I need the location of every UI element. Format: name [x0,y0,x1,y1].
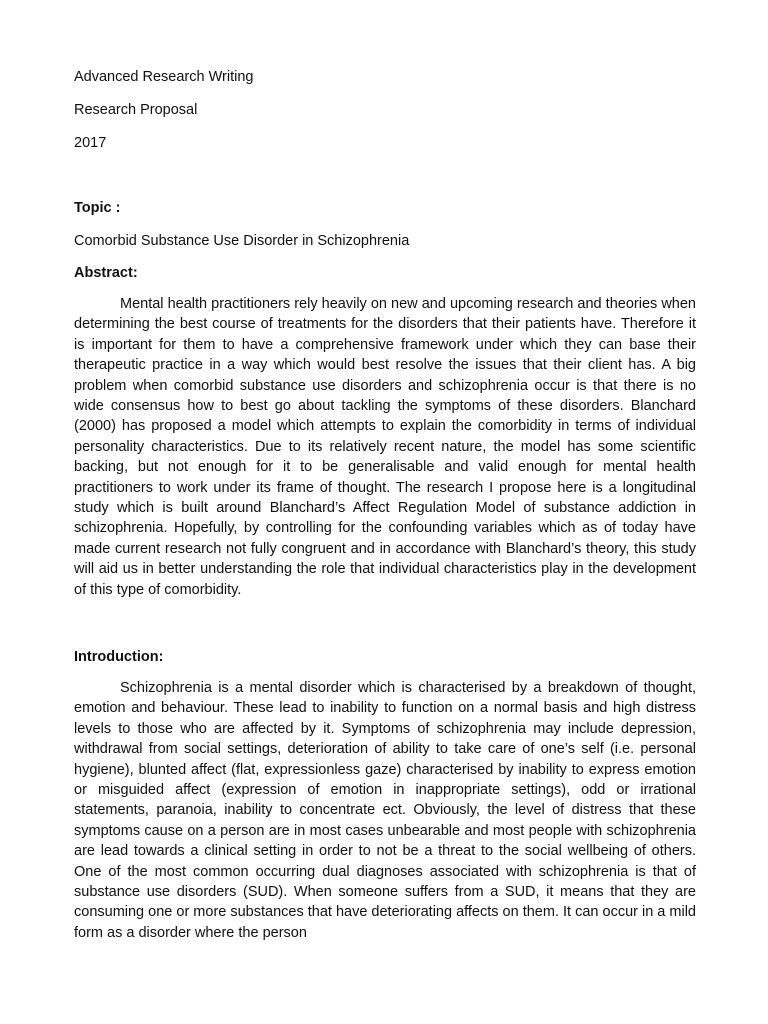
course-title: Advanced Research Writing [74,69,254,85]
document-type: Research Proposal [74,102,198,118]
introduction-heading: Introduction: [74,649,164,665]
topic-heading: Topic : [74,200,121,216]
abstract-heading: Abstract: [74,265,138,281]
introduction-paragraph: Schizophrenia is a mental disorder which is characterised by a breakdown of thought, emotion and behaviour. These lead to inability to function on a normal basis and high distress levels to those who are affected by it. Symptoms of schizophrenia may include depression, withdrawal from social settings, deterioration of ability to take care of one’s self (i.e. personal hygiene), blunted affect (flat, expressionless gaze) characterised by inability to express emotion or misguided affect (expression of emotion in inappropriate settings), odd or irrational statements, paranoia, inability to concentrate ect. Obviously, the level of distress that these symptoms cause on a person are in most cases unbearable and most people with schizophrenia are lead towards a clinical setting in order to not be a threat to the social wellbeing of others. One of the most common occurring dual diagnoses associated with schizophrenia is that of substance use disorders (SUD). When someone suffers from a SUD, it means that they are consuming one or more substances that have deteriorating affects on them. It can occur in a mild form as a disorder where the person [74,680,696,941]
topic-title: Comorbid Substance Use Disorder in Schizophrenia [74,233,410,249]
document-year: 2017 [74,135,107,151]
abstract-paragraph: Mental health practitioners rely heavily on new and upcoming research and theories when determining the best course of treatments for the disorders that their patients have. Therefore it is important for them to have a comprehensive framework under which they can base their therapeutic practice in a way which would best resolve the issues that their client has. A big problem when comorbid substance use disorders and schizophrenia occur is that there is no wide consensus how to best go about tackling the symptoms of these disorders. Blanchard (2000) has proposed a model which attempts to explain the comorbidity in terms of individual personality characteristics. Due to its relatively recent nature, the model has some scientific backing, but not enough for it to be generalisable and valid enough for mental health practitioners to work under its frame of thought. The research I propose here is a longitudinal study which is built around Blanchard’s Affect Regulation Model of substance addiction in schizophrenia. Hopefully, by controlling for the confounding variables which as of today have made current research not fully congruent and in accordance with Blanchard’s theory, this study will aid us in better understanding the role that individual characteristics play in the development of this type of comorbidity. [74,296,696,598]
